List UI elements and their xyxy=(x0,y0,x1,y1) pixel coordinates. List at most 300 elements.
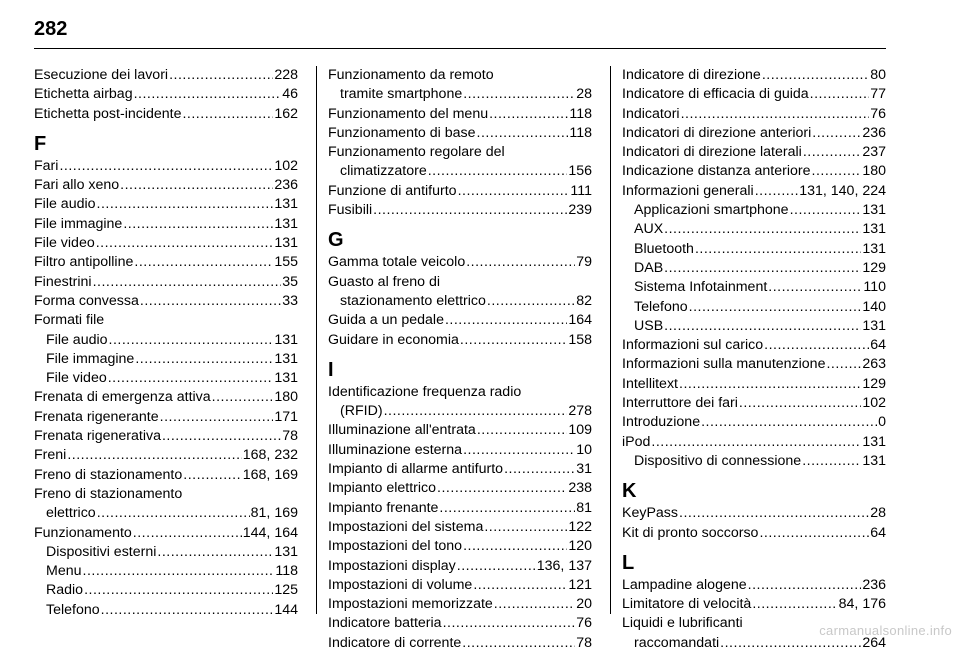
entry-label: Introduzione xyxy=(622,414,701,431)
dot-leader xyxy=(108,369,274,388)
index-entry xyxy=(622,182,886,201)
entry-page-numbers: 84, 176 xyxy=(838,596,886,613)
entry-page-numbers: 180 xyxy=(274,389,298,406)
entry-page-numbers: 180 xyxy=(862,163,886,180)
index-entry xyxy=(622,162,886,181)
dot-leader xyxy=(109,331,274,350)
dot-leader xyxy=(790,201,862,220)
entry-label: USB xyxy=(634,317,664,334)
dot-leader xyxy=(83,562,275,581)
index-entry xyxy=(328,105,592,124)
entry-label: Indicatore batteria xyxy=(328,615,442,632)
entry-label: Lampadine alogene xyxy=(622,576,747,593)
entry-label: iPod xyxy=(622,433,651,450)
entry-page-numbers: 136, 137 xyxy=(536,557,592,574)
page-number: 282 xyxy=(34,18,68,40)
dot-leader xyxy=(484,518,567,537)
index-entry xyxy=(328,479,592,498)
entry-label: Menu xyxy=(46,563,82,580)
entry-label: File video xyxy=(34,235,95,252)
index-entry xyxy=(622,124,886,143)
entry-page-numbers: 131 xyxy=(274,215,298,232)
dot-leader xyxy=(120,176,273,195)
entry-label: File audio xyxy=(34,196,96,213)
index-subentry xyxy=(622,220,886,239)
index-letter-heading: I xyxy=(328,358,334,381)
index-entry xyxy=(328,499,592,518)
entry-page-numbers: 263 xyxy=(862,356,886,373)
entry-page-numbers: 80 xyxy=(870,67,886,83)
entry-label: Filtro antipolline xyxy=(34,254,134,271)
dot-leader xyxy=(679,375,861,394)
dot-leader xyxy=(764,336,869,355)
entry-label: Impianto elettrico xyxy=(328,480,437,497)
index-subentry xyxy=(622,298,886,317)
entry-label: Frenata di emergenza attiva xyxy=(34,389,211,406)
entry-page-numbers: 131 xyxy=(274,350,298,367)
entry-page-numbers: 156 xyxy=(568,163,592,180)
index-entry-heading: Identificazione frequenza radio xyxy=(328,383,522,400)
entry-page-numbers: 31 xyxy=(576,461,592,478)
entry-label: Intellitext xyxy=(622,375,678,392)
entry-page-numbers: 10 xyxy=(576,441,592,458)
entry-label: Funzionamento xyxy=(34,524,132,541)
dot-leader xyxy=(373,201,567,220)
index-entry xyxy=(34,408,298,427)
index-entry xyxy=(622,576,886,595)
index-entry xyxy=(34,234,298,253)
index-entry xyxy=(34,388,298,407)
entry-label: File audio xyxy=(46,331,108,348)
entry-label: DAB xyxy=(634,259,664,276)
entry-page-numbers: 131 xyxy=(862,240,886,257)
entry-page-numbers: 237 xyxy=(862,144,886,161)
dot-leader xyxy=(768,278,862,297)
dot-leader xyxy=(487,292,575,311)
entry-label: Indicatore di efficacia di guida xyxy=(622,86,809,103)
dot-leader xyxy=(384,402,568,421)
dot-leader xyxy=(803,143,862,162)
watermark: carmanualsonline.info xyxy=(819,623,952,638)
dot-leader xyxy=(494,595,575,614)
index-subentry xyxy=(34,601,298,620)
entry-label: Fari xyxy=(34,157,59,174)
entry-label: Forma convessa xyxy=(34,292,139,309)
index-subentry xyxy=(34,562,298,581)
dot-leader xyxy=(160,408,274,427)
dot-leader xyxy=(443,614,576,633)
entry-label: Illuminazione esterna xyxy=(328,441,463,458)
entry-label: Finestrini xyxy=(34,273,92,290)
dot-leader xyxy=(759,524,869,543)
index-entry xyxy=(328,595,592,614)
entry-page-numbers: 81 xyxy=(576,499,592,516)
entry-label: Fusibili xyxy=(328,202,373,219)
entry-page-numbers: 0 xyxy=(878,414,886,431)
dot-leader xyxy=(463,85,575,104)
index-subentry xyxy=(34,331,298,350)
index-letter-heading: K xyxy=(622,480,637,503)
dot-leader xyxy=(489,105,568,124)
entry-page-numbers: 131 xyxy=(274,235,298,252)
dot-leader xyxy=(701,413,877,432)
entry-page-numbers: 131 xyxy=(274,331,298,348)
entry-label: elettrico xyxy=(46,505,96,522)
entry-page-numbers: 228 xyxy=(274,67,298,83)
dot-leader xyxy=(212,388,274,407)
index-entry xyxy=(622,433,886,452)
entry-page-numbers: 118 xyxy=(569,124,592,141)
entry-label: Impostazioni del sistema xyxy=(328,518,484,535)
dot-leader xyxy=(97,504,250,523)
entry-label: Impostazioni memorizzate xyxy=(328,596,493,613)
index-subentry xyxy=(622,317,886,336)
index-letter-heading: G xyxy=(328,229,344,252)
index-entry xyxy=(34,66,298,85)
dot-leader xyxy=(755,182,799,201)
index-entry xyxy=(622,85,886,104)
entry-page-numbers: 77 xyxy=(870,86,886,103)
entry-label: Freno di stazionamento xyxy=(34,466,183,483)
entry-page-numbers: 110 xyxy=(863,279,886,296)
dot-leader xyxy=(466,253,575,272)
entry-label: Frenata rigenerativa xyxy=(34,428,161,445)
index-entry xyxy=(328,331,592,350)
entry-label: Etichetta post-incidente xyxy=(34,105,182,122)
dot-leader xyxy=(664,317,861,336)
index-entry-heading: Liquidi e lubrificanti xyxy=(622,615,743,632)
entry-label: Indicatori di direzione laterali xyxy=(622,144,802,161)
index-entry xyxy=(34,273,298,292)
dot-leader xyxy=(812,162,862,181)
dot-leader xyxy=(140,292,281,311)
entry-label: Gamma totale veicolo xyxy=(328,254,466,271)
entry-label: KeyPass xyxy=(622,505,678,522)
entry-label: Applicazioni smartphone xyxy=(634,202,789,219)
dot-leader xyxy=(752,595,837,614)
index-entry xyxy=(622,504,886,523)
dot-leader xyxy=(437,479,567,498)
entry-label: Indicatori xyxy=(622,105,680,122)
index-entry-heading: Guasto al freno di xyxy=(328,273,440,290)
entry-page-numbers: 35 xyxy=(282,273,298,290)
entry-page-numbers: 168, 232 xyxy=(242,447,298,464)
entry-page-numbers: 121 xyxy=(568,576,592,593)
index-subentry xyxy=(328,292,592,311)
dot-leader xyxy=(157,543,273,562)
dot-leader xyxy=(162,427,281,446)
index-entry xyxy=(328,182,592,201)
index-entry xyxy=(34,215,298,234)
entry-label: raccomandati xyxy=(634,634,720,651)
entry-page-numbers: 158 xyxy=(568,331,592,348)
index-entry-heading: Freno di stazionamento xyxy=(34,485,183,502)
entry-page-numbers: 131 xyxy=(274,370,298,387)
dot-leader xyxy=(84,581,273,600)
index-subentry xyxy=(622,240,886,259)
dot-leader xyxy=(460,331,567,350)
index-entry xyxy=(34,85,298,104)
dot-leader xyxy=(748,576,862,595)
index-subentry xyxy=(622,452,886,471)
entry-label: Esecuzione dei lavori xyxy=(34,67,169,83)
dot-leader xyxy=(135,350,273,369)
dot-leader xyxy=(439,499,575,518)
entry-page-numbers: 168, 169 xyxy=(242,466,298,483)
entry-label: Limitatore di velocità xyxy=(622,596,752,613)
entry-page-numbers: 28 xyxy=(576,86,592,103)
entry-label: Impostazioni del tono xyxy=(328,538,463,555)
dot-leader xyxy=(67,446,241,465)
entry-page-numbers: 76 xyxy=(870,105,886,122)
index-column-1 xyxy=(34,66,298,620)
entry-page-numbers: 238 xyxy=(568,480,592,497)
entry-label: File video xyxy=(46,370,107,387)
dot-leader xyxy=(457,557,536,576)
entry-label: Radio xyxy=(46,582,84,599)
dot-leader xyxy=(458,182,570,201)
index-entry xyxy=(622,394,886,413)
dot-leader xyxy=(59,157,273,176)
entry-page-numbers: 102 xyxy=(274,157,298,174)
entry-label: Etichetta airbag xyxy=(34,86,133,103)
dot-leader xyxy=(651,433,861,452)
entry-page-numbers: 118 xyxy=(569,105,592,122)
dot-leader xyxy=(133,524,242,543)
entry-page-numbers: 236 xyxy=(274,177,298,194)
index-entry xyxy=(328,576,592,595)
entry-label: Dispositivo di connessione xyxy=(634,452,802,469)
entry-page-numbers: 164 xyxy=(568,312,592,329)
entry-label: Impostazioni di volume xyxy=(328,576,473,593)
entry-page-numbers: 109 xyxy=(568,422,592,439)
entry-page-numbers: 118 xyxy=(275,563,298,580)
dot-leader xyxy=(477,421,568,440)
entry-page-numbers: 129 xyxy=(862,259,886,276)
entry-label: Guida a un pedale xyxy=(328,312,444,329)
entry-label: Informazioni sul carico xyxy=(622,337,764,354)
entry-label: Guidare in economia xyxy=(328,331,459,348)
header-rule xyxy=(34,48,886,49)
entry-page-numbers: 125 xyxy=(274,582,298,599)
entry-page-numbers: 79 xyxy=(576,254,592,271)
dot-leader xyxy=(812,124,861,143)
index-entry xyxy=(622,595,886,614)
index-entry xyxy=(34,524,298,543)
entry-page-numbers: 81, 169 xyxy=(250,505,298,522)
dot-leader xyxy=(134,253,273,272)
entry-label: File immagine xyxy=(46,350,135,367)
index-entry xyxy=(34,195,298,214)
index-entry xyxy=(34,427,298,446)
entry-page-numbers: 131 xyxy=(862,202,886,219)
entry-page-numbers: 264 xyxy=(862,634,886,651)
index-entry xyxy=(328,201,592,220)
index-subentry xyxy=(34,504,298,523)
entry-page-numbers: 64 xyxy=(870,337,886,354)
index-entry xyxy=(622,524,886,543)
entry-page-numbers: 131 xyxy=(274,196,298,213)
entry-label: Interruttore dei fari xyxy=(622,395,738,412)
entry-page-numbers: 131 xyxy=(862,317,886,334)
entry-page-numbers: 236 xyxy=(862,576,886,593)
dot-leader xyxy=(182,105,273,124)
entry-page-numbers: 131 xyxy=(862,433,886,450)
dot-leader xyxy=(664,220,861,239)
entry-page-numbers: 78 xyxy=(576,634,592,651)
index-entry xyxy=(34,253,298,272)
index-entry xyxy=(34,466,298,485)
entry-label: Funzionamento del menu xyxy=(328,105,489,122)
entry-page-numbers: 144 xyxy=(274,601,298,618)
entry-label: Indicatori di direzione anteriori xyxy=(622,124,812,141)
entry-label: Indicazione distanza anteriore xyxy=(622,163,811,180)
index-entry xyxy=(622,355,886,374)
entry-label: Freni xyxy=(34,447,67,464)
entry-page-numbers: 33 xyxy=(282,292,298,309)
index-subentry xyxy=(34,581,298,600)
index-entry xyxy=(34,176,298,195)
entry-label: tramite smartphone xyxy=(340,86,463,103)
index-entry xyxy=(622,105,886,124)
entry-page-numbers: 236 xyxy=(862,124,886,141)
entry-page-numbers: 162 xyxy=(274,105,298,122)
index-letter-heading: L xyxy=(622,551,635,574)
entry-label: stazionamento elettrico xyxy=(340,292,486,309)
index-subentry xyxy=(328,162,592,181)
entry-page-numbers: 131 xyxy=(862,452,886,469)
entry-page-numbers: 131 xyxy=(274,543,298,560)
dot-leader xyxy=(826,355,861,374)
dot-leader xyxy=(689,298,862,317)
index-entry xyxy=(328,557,592,576)
entry-label: (RFID) xyxy=(340,403,383,420)
index-letter-heading: F xyxy=(34,132,47,155)
column-divider xyxy=(316,66,317,614)
index-entry-heading: Formati file xyxy=(34,312,105,329)
dot-leader xyxy=(93,273,282,292)
index-entry xyxy=(622,143,886,162)
entry-label: Indicatore di corrente xyxy=(328,634,462,651)
index-entry xyxy=(328,634,592,653)
dot-leader xyxy=(428,162,568,181)
entry-label: Impianto frenante xyxy=(328,499,439,516)
entry-label: Informazioni sulla manutenzione xyxy=(622,356,826,373)
dot-leader xyxy=(664,259,861,278)
entry-label: Sistema Infotainment xyxy=(634,279,768,296)
entry-label: Funzionamento di base xyxy=(328,124,476,141)
entry-page-numbers: 78 xyxy=(282,428,298,445)
column-divider xyxy=(610,66,611,614)
index-subentry xyxy=(622,201,886,220)
entry-page-numbers: 131 xyxy=(862,221,886,238)
dot-leader xyxy=(123,215,273,234)
index-entry xyxy=(622,336,886,355)
entry-label: Fari allo xeno xyxy=(34,177,120,194)
index-subentry xyxy=(34,369,298,388)
entry-label: Telefono xyxy=(634,298,688,315)
index-entry-heading: Funzionamento da remoto xyxy=(328,67,494,83)
entry-label: Frenata rigenerante xyxy=(34,408,159,425)
dot-leader xyxy=(679,504,869,523)
entry-page-numbers: 28 xyxy=(870,505,886,522)
dot-leader xyxy=(183,466,242,485)
index-column-2 xyxy=(328,66,592,653)
entry-page-numbers: 120 xyxy=(568,538,592,555)
index-column-3 xyxy=(622,66,886,653)
entry-label: Bluetooth xyxy=(634,240,694,257)
entry-page-numbers: 171 xyxy=(274,408,298,425)
index-subentry xyxy=(622,278,886,297)
index-entry xyxy=(328,537,592,556)
index-entry xyxy=(34,105,298,124)
index-entry xyxy=(34,446,298,465)
index-entry xyxy=(328,441,592,460)
dot-leader xyxy=(473,576,567,595)
dot-leader xyxy=(462,634,575,653)
index-entry xyxy=(328,124,592,143)
entry-label: AUX xyxy=(634,221,664,238)
index-entry xyxy=(34,157,298,176)
entry-label: File immagine xyxy=(34,215,123,232)
index-entry xyxy=(622,375,886,394)
entry-page-numbers: 46 xyxy=(282,86,298,103)
entry-page-numbers: 155 xyxy=(274,254,298,271)
entry-label: Informazioni generali xyxy=(622,182,754,199)
index-subentry xyxy=(34,543,298,562)
entry-label: climatizzatore xyxy=(340,163,427,180)
entry-page-numbers: 102 xyxy=(862,395,886,412)
entry-page-numbers: 20 xyxy=(576,596,592,613)
entry-page-numbers: 111 xyxy=(570,182,592,199)
index-entry xyxy=(622,66,886,85)
entry-label: Funzione di antifurto xyxy=(328,182,457,199)
dot-leader xyxy=(169,66,273,85)
dot-leader xyxy=(97,195,274,214)
dot-leader xyxy=(810,85,870,104)
index-entry xyxy=(328,518,592,537)
entry-label: Dispositivi esterni xyxy=(46,543,157,560)
dot-leader xyxy=(681,105,870,124)
index-entry xyxy=(328,421,592,440)
index-entry xyxy=(328,460,592,479)
entry-label: Impianto di allarme antifurto xyxy=(328,461,504,478)
entry-page-numbers: 278 xyxy=(568,403,592,420)
dot-leader xyxy=(802,452,861,471)
entry-page-numbers: 144, 164 xyxy=(242,524,298,541)
index-subentry xyxy=(328,402,592,421)
index-entry xyxy=(34,292,298,311)
index-entry xyxy=(328,614,592,633)
entry-page-numbers: 82 xyxy=(576,292,592,309)
entry-page-numbers: 129 xyxy=(862,375,886,392)
index-subentry xyxy=(328,85,592,104)
dot-leader xyxy=(695,240,861,259)
dot-leader xyxy=(134,85,282,104)
dot-leader xyxy=(504,460,575,479)
index-entry-heading: Funzionamento regolare del xyxy=(328,144,505,161)
index-entry xyxy=(328,253,592,272)
index-entry xyxy=(622,413,886,432)
entry-page-numbers: 76 xyxy=(576,615,592,632)
dot-leader xyxy=(739,394,861,413)
dot-leader xyxy=(463,441,575,460)
index-subentry xyxy=(622,259,886,278)
entry-label: Impostazioni display xyxy=(328,557,456,574)
index-subentry xyxy=(34,350,298,369)
dot-leader xyxy=(463,537,567,556)
index-entry xyxy=(328,311,592,330)
